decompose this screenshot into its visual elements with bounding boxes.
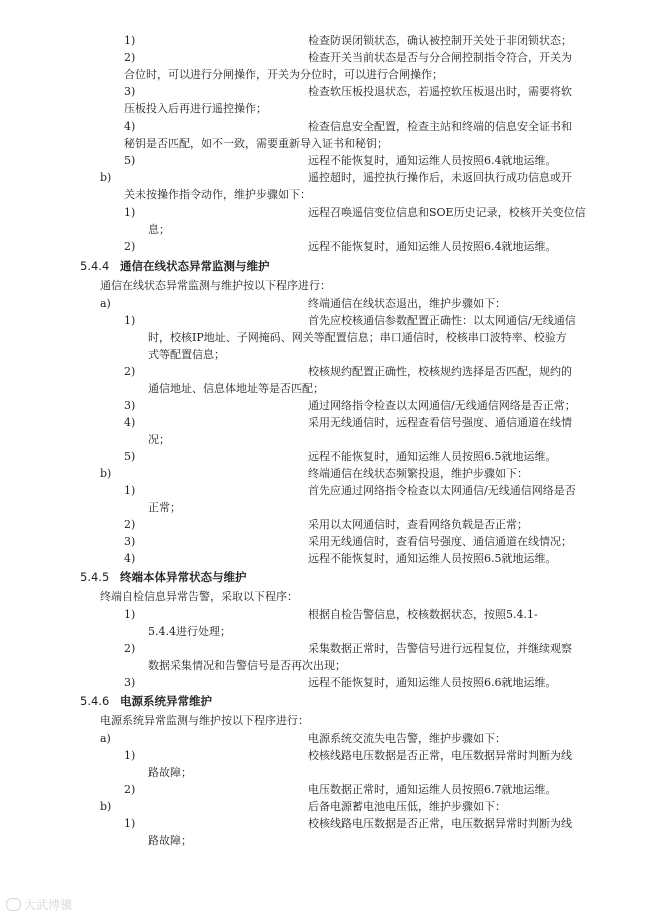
list-marker: 3) xyxy=(124,676,136,689)
item-text-continued: 路故障； xyxy=(148,834,192,847)
list-marker: 1) xyxy=(124,314,136,327)
list-marker: 5) xyxy=(124,154,136,167)
item-text: 检查软压板投退状态，若遥控软压板退出时，需要将软 xyxy=(308,85,572,98)
item-text-continued: 况； xyxy=(148,433,170,446)
item-text: 电压数据正常时，通知运维人员按照6.7就地运维。 xyxy=(308,783,557,796)
section-heading xyxy=(80,694,212,709)
list-marker: 1) xyxy=(124,206,136,219)
item-text: 后备电源蓄电池电压低，维护步骤如下： xyxy=(308,800,506,813)
item-text-continued: 数据采集情况和告警信号是否再次出现； xyxy=(148,659,346,672)
item-text: 采用无线通信时，远程查看信号强度、通信通道在线情 xyxy=(308,416,572,429)
item-text: 校核规约配置正确性，校核规约选择是否匹配，规约的 xyxy=(308,365,572,378)
item-text: 根据自检告警信息，校核数据状态，按照5.4.1- xyxy=(308,608,538,621)
item-text: 电源系统交流失电告警，维护步骤如下： xyxy=(308,732,506,745)
watermark-logo-icon xyxy=(6,898,21,911)
item-text: 远程不能恢复时，通知运维人员按照6.4就地运维。 xyxy=(308,154,557,167)
watermark-text: 大武博骥 xyxy=(24,898,73,912)
item-text: 远程不能恢复时，通知运维人员按照6.6就地运维。 xyxy=(308,676,557,689)
list-marker: 1) xyxy=(124,608,136,621)
list-marker: 4) xyxy=(124,552,136,565)
item-text: 远程不能恢复时，通知运维人员按照6.5就地运维。 xyxy=(308,552,557,565)
item-text-continued: 压板投入后再进行遥控操作； xyxy=(124,102,267,115)
paragraph: 通信在线状态异常监测与维护按以下程序进行： xyxy=(100,279,331,292)
item-text: 终端通信在线状态频繁投退，维护步骤如下： xyxy=(308,467,528,480)
item-text-continued: 关未按操作指令动作，维护步骤如下： xyxy=(124,188,311,201)
list-marker: b) xyxy=(100,800,112,813)
section-title: 通信在线状态异常监测与维护 xyxy=(120,259,270,273)
section-number: 5.4.4 xyxy=(80,259,110,273)
item-text: 首先应通过网络指令检查以太网通信/无线通信网络是否 xyxy=(308,484,576,497)
section-heading xyxy=(80,259,270,274)
list-marker: 1) xyxy=(124,817,136,830)
item-text-continued: 秘钥是否匹配，如不一致，需要重新导入证书和秘钥； xyxy=(124,137,388,150)
item-text-continued: 正常； xyxy=(148,501,181,514)
section-title: 终端本体异常状态与维护 xyxy=(120,570,247,584)
item-text: 远程不能恢复时，通知运维人员按照6.4就地运维。 xyxy=(308,240,557,253)
item-text: 检查信息安全配置，检查主站和终端的信息安全证书和 xyxy=(308,120,572,133)
section-title: 电源系统异常维护 xyxy=(120,694,212,708)
list-marker: 2) xyxy=(124,518,136,531)
item-text: 遥控超时，遥控执行操作后，未返回执行成功信息或开 xyxy=(308,171,572,184)
item-text: 校核线路电压数据是否正常，电压数据异常时判断为线 xyxy=(308,817,572,830)
list-marker: 4) xyxy=(124,416,136,429)
item-text-continued: 息； xyxy=(148,223,170,236)
item-text: 采用无线通信时，查看信号强度、通信通道在线情况； xyxy=(308,535,572,548)
list-marker: 5) xyxy=(124,450,136,463)
list-marker: 2) xyxy=(124,783,136,796)
list-marker: 3) xyxy=(124,535,136,548)
list-marker: 2) xyxy=(124,642,136,655)
item-text-continued: 式等配置信息； xyxy=(148,348,225,361)
item-text-continued: 通信地址、信息体地址等是否匹配； xyxy=(148,382,324,395)
item-text: 通过网络指令检查以太网通信/无线通信网络是否正常； xyxy=(308,399,576,412)
paragraph: 终端自检信息异常告警，采取以下程序： xyxy=(100,590,298,603)
item-text-continued: 路故障； xyxy=(148,766,192,779)
item-text-continued: 合位时，可以进行分闸操作，开关为分位时，可以进行合闸操作； xyxy=(124,68,443,81)
item-text: 采用以太网通信时，查看网络负载是否正常； xyxy=(308,518,528,531)
list-marker: 1) xyxy=(124,34,136,47)
list-marker: 1) xyxy=(124,484,136,497)
list-marker: a) xyxy=(100,297,111,310)
item-text: 检查开关当前状态是否与分合闸控制指令符合，开关为 xyxy=(308,51,572,64)
section-heading xyxy=(80,570,247,585)
list-marker: 2) xyxy=(124,365,136,378)
list-marker: 3) xyxy=(124,85,136,98)
list-marker: 2) xyxy=(124,51,136,64)
item-text-continued: 5.4.4进行处理； xyxy=(148,625,231,638)
section-number: 5.4.6 xyxy=(80,694,110,708)
item-text: 远程不能恢复时，通知运维人员按照6.5就地运维。 xyxy=(308,450,557,463)
list-marker: a) xyxy=(100,732,111,745)
item-text: 终端通信在线状态退出，维护步骤如下： xyxy=(308,297,506,310)
item-text: 检查防误闭锁状态，确认被控制开关处于非闭锁状态； xyxy=(308,34,572,47)
list-marker: b) xyxy=(100,171,112,184)
list-marker: 4) xyxy=(124,120,136,133)
item-text-continued: 时，校核IP地址、子网掩码、网关等配置信息；串口通信时，校核串口波特率、校验方 xyxy=(148,331,567,344)
list-marker: b) xyxy=(100,467,112,480)
item-text: 采集数据正常时，告警信号进行远程复位，并继续观察 xyxy=(308,642,572,655)
item-text: 校核线路电压数据是否正常，电压数据异常时判断为线 xyxy=(308,749,572,762)
item-text: 首先应校核通信参数配置正确性：以太网通信/无线通信 xyxy=(308,314,576,327)
list-marker: 3) xyxy=(124,399,136,412)
watermark xyxy=(6,896,72,913)
section-number: 5.4.5 xyxy=(80,570,110,584)
list-marker: 2) xyxy=(124,240,136,253)
paragraph: 电源系统异常监测与维护按以下程序进行： xyxy=(100,714,309,727)
list-marker: 1) xyxy=(124,749,136,762)
item-text: 远程召唤遥信变位信息和SOE历史记录，校核开关变位信 xyxy=(308,206,586,219)
